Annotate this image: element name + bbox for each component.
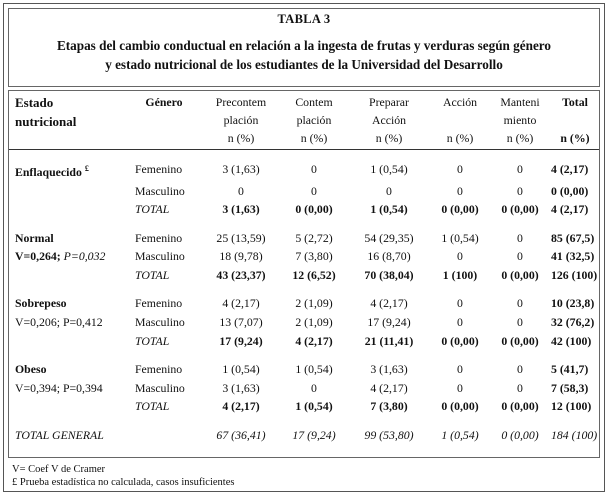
table-sheet — [3, 3, 605, 492]
table-cell: 3 (1,63) — [222, 202, 260, 217]
table-cell: 0 — [311, 183, 317, 198]
col-total: Total n (%) — [560, 95, 590, 145]
table-cell: 1 (100) — [442, 267, 478, 282]
table-cell: 0 (0,00) — [501, 428, 539, 443]
table-cell: Femenino — [135, 296, 183, 311]
table-cell: Masculino — [135, 183, 185, 198]
table-cell: 3 (1,63) — [370, 362, 408, 377]
table-cell: 17 (9,24) — [219, 333, 263, 348]
table-row-grand-total — [9, 426, 599, 445]
group-label-obeso: Obeso — [15, 362, 47, 377]
table-cell: 0 — [517, 230, 523, 245]
table-cell: 0 (0,00) — [501, 267, 539, 282]
table-cell: TOTAL — [135, 399, 170, 414]
table-cell: 4 (2,17) — [551, 202, 589, 217]
table-cell: 0 — [457, 249, 463, 264]
col-contemplacion: Contem plación n (%) — [295, 95, 333, 145]
table-cell: Femenino — [135, 362, 183, 377]
col-precontemplacion: Precontem plación n (%) — [215, 95, 267, 145]
table-row — [9, 247, 599, 266]
table-cell: 0 — [311, 162, 317, 176]
table-cell: 4 (2,17) — [551, 162, 589, 176]
table-row-total — [9, 332, 599, 351]
table-cell: 0 — [517, 183, 523, 198]
table-cell: 0 — [517, 249, 523, 264]
table-cell: 0 — [517, 380, 523, 395]
data-table-box — [8, 90, 600, 458]
table-cell: 4 (2,17) — [222, 399, 260, 414]
table-row — [9, 182, 599, 201]
table-cell: 0 — [457, 162, 463, 176]
table-cell: 13 (7,07) — [219, 315, 263, 330]
group-label-enflaquecido: Enflaquecido £ — [15, 164, 89, 179]
table-cell: 4 (2,17) — [295, 333, 333, 348]
table-cell: 70 (38,04) — [364, 267, 414, 282]
col-mantenimiento: Manteni miento n (%) — [500, 95, 540, 145]
col-estado-nutricional: Estado nutricional — [15, 95, 77, 129]
table-caption — [9, 36, 599, 74]
table-cell: 4 (2,17) — [370, 296, 408, 311]
table-cell: 1 (0,54) — [295, 399, 333, 414]
table-cell: 0 (0,00) — [441, 399, 479, 414]
col-genero: Género — [145, 95, 183, 109]
table-cell: 0 — [517, 296, 523, 311]
grand-total-label: TOTAL GENERAL — [15, 428, 104, 443]
footnote-cramer: V= Coef V de Cramer — [12, 464, 106, 475]
table-cell: 7 (58,3) — [551, 380, 589, 395]
table-cell: 85 (67,5) — [551, 230, 595, 245]
table-cell: 0 (0,00) — [501, 202, 539, 217]
table-cell: 0 — [238, 183, 244, 198]
table-cell: 12 (100) — [551, 399, 592, 414]
table-cell: 0 — [457, 296, 463, 311]
table-cell: 184 (100) — [551, 428, 598, 443]
table-cell: 1 (0,54) — [222, 362, 260, 377]
table-cell: 0 (0,00) — [501, 333, 539, 348]
table-cell: 10 (23,8) — [551, 296, 595, 311]
table-cell: 43 (23,37) — [216, 267, 266, 282]
caption-line-2: y estado nutricional de los estudiantes de la Universidad del Desarrollo — [105, 57, 503, 72]
table-cell: 0 (0,00) — [441, 202, 479, 217]
table-cell: Masculino — [135, 315, 185, 330]
table-cell: 25 (13,59) — [216, 230, 266, 245]
table-row — [9, 229, 599, 248]
table-cell: 7 (3,80) — [295, 249, 333, 264]
table-cell: Masculino — [135, 380, 185, 395]
table-cell: 0 (0,00) — [501, 399, 539, 414]
table-cell: 0 — [457, 362, 463, 377]
col-preparar-accion: Preparar Acción n (%) — [369, 95, 409, 145]
table-row — [9, 360, 599, 379]
header-row — [9, 91, 599, 150]
table-cell: 12 (6,52) — [292, 267, 336, 282]
table-cell: 3 (1,63) — [222, 380, 260, 395]
table-number: TABLA 3 — [277, 12, 331, 26]
table-cell: 54 (29,35) — [364, 230, 414, 245]
table-cell: 4 (2,17) — [222, 296, 260, 311]
table-cell: 0 — [457, 315, 463, 330]
table-cell: TOTAL — [135, 267, 170, 282]
footnotes — [12, 463, 234, 489]
table-cell: 41 (32,5) — [551, 249, 595, 264]
table-cell: TOTAL — [135, 202, 170, 217]
table-cell: 4 (2,17) — [370, 380, 408, 395]
table-cell: 0 — [517, 315, 523, 330]
table-cell: Masculino — [135, 249, 185, 264]
table-cell: 2 (1,09) — [295, 315, 333, 330]
table-cell: 17 (9,24) — [367, 315, 411, 330]
table-cell: 67 (36,41) — [216, 428, 266, 443]
table-cell: 0 (0,00) — [551, 183, 589, 198]
table-cell: 0 — [457, 380, 463, 395]
group-label-sobrepeso: Sobrepeso — [15, 296, 67, 311]
table-row-total — [9, 397, 599, 416]
table-cell: 5 (2,72) — [295, 230, 333, 245]
table-cell: 0 — [457, 183, 463, 198]
table-cell: 3 (1,63) — [222, 162, 260, 176]
table-cell: 32 (76,2) — [551, 315, 595, 330]
table-cell: Femenino — [135, 230, 183, 245]
table-cell: 0 — [311, 380, 317, 395]
table-cell: 1 (0,54) — [370, 202, 408, 217]
table-cell: 21 (11,41) — [364, 333, 414, 348]
table-row-total — [9, 200, 599, 219]
group-stat-sobrepeso: V=0,206; P=0,412 — [15, 315, 103, 330]
table-row — [9, 294, 599, 313]
table-cell: 0 — [386, 183, 392, 198]
table-cell: 0 — [517, 362, 523, 377]
table-cell: 0 (0,00) — [441, 333, 479, 348]
table-row — [9, 313, 599, 332]
table-cell: 2 (1,09) — [295, 296, 333, 311]
table-cell: Femenino — [135, 162, 183, 176]
table-cell: 1 (0,54) — [370, 162, 408, 176]
table-cell: 99 (53,80) — [364, 428, 414, 443]
table-row — [9, 160, 599, 182]
table-cell: 0 — [517, 162, 523, 176]
table-cell: 1 (0,54) — [295, 362, 333, 377]
table-cell: 16 (8,70) — [367, 249, 411, 264]
table-cell: 126 (100) — [551, 267, 598, 282]
table-cell: 17 (9,24) — [292, 428, 336, 443]
table-cell: 1 (0,54) — [441, 428, 479, 443]
table-cell: 18 (9,78) — [219, 249, 263, 264]
table-row-total — [9, 266, 599, 285]
group-label-normal: Normal — [15, 230, 54, 245]
table-row — [9, 379, 599, 398]
col-accion: Acción n (%) — [442, 95, 478, 145]
table-cell: TOTAL — [135, 333, 170, 348]
table-cell: 0 (0,00) — [295, 202, 333, 217]
data-table — [9, 91, 599, 445]
table-cell: 1 (0,54) — [441, 230, 479, 245]
table-cell: 5 (41,7) — [551, 362, 589, 377]
footnote-insufficient: £ Prueba estadística no calculada, casos insuficientes — [12, 477, 235, 488]
table-header-box — [8, 8, 600, 87]
group-stat-normal: V=0,264; P=0,032 — [15, 249, 106, 264]
table-cell: 7 (3,80) — [370, 399, 408, 414]
caption-line-1: Etapas del cambio conductual en relación a la ingesta de frutas y verduras según género — [56, 38, 552, 53]
table-cell: 42 (100) — [551, 333, 592, 348]
group-stat-obeso: V=0,394; P=0,394 — [15, 380, 103, 395]
